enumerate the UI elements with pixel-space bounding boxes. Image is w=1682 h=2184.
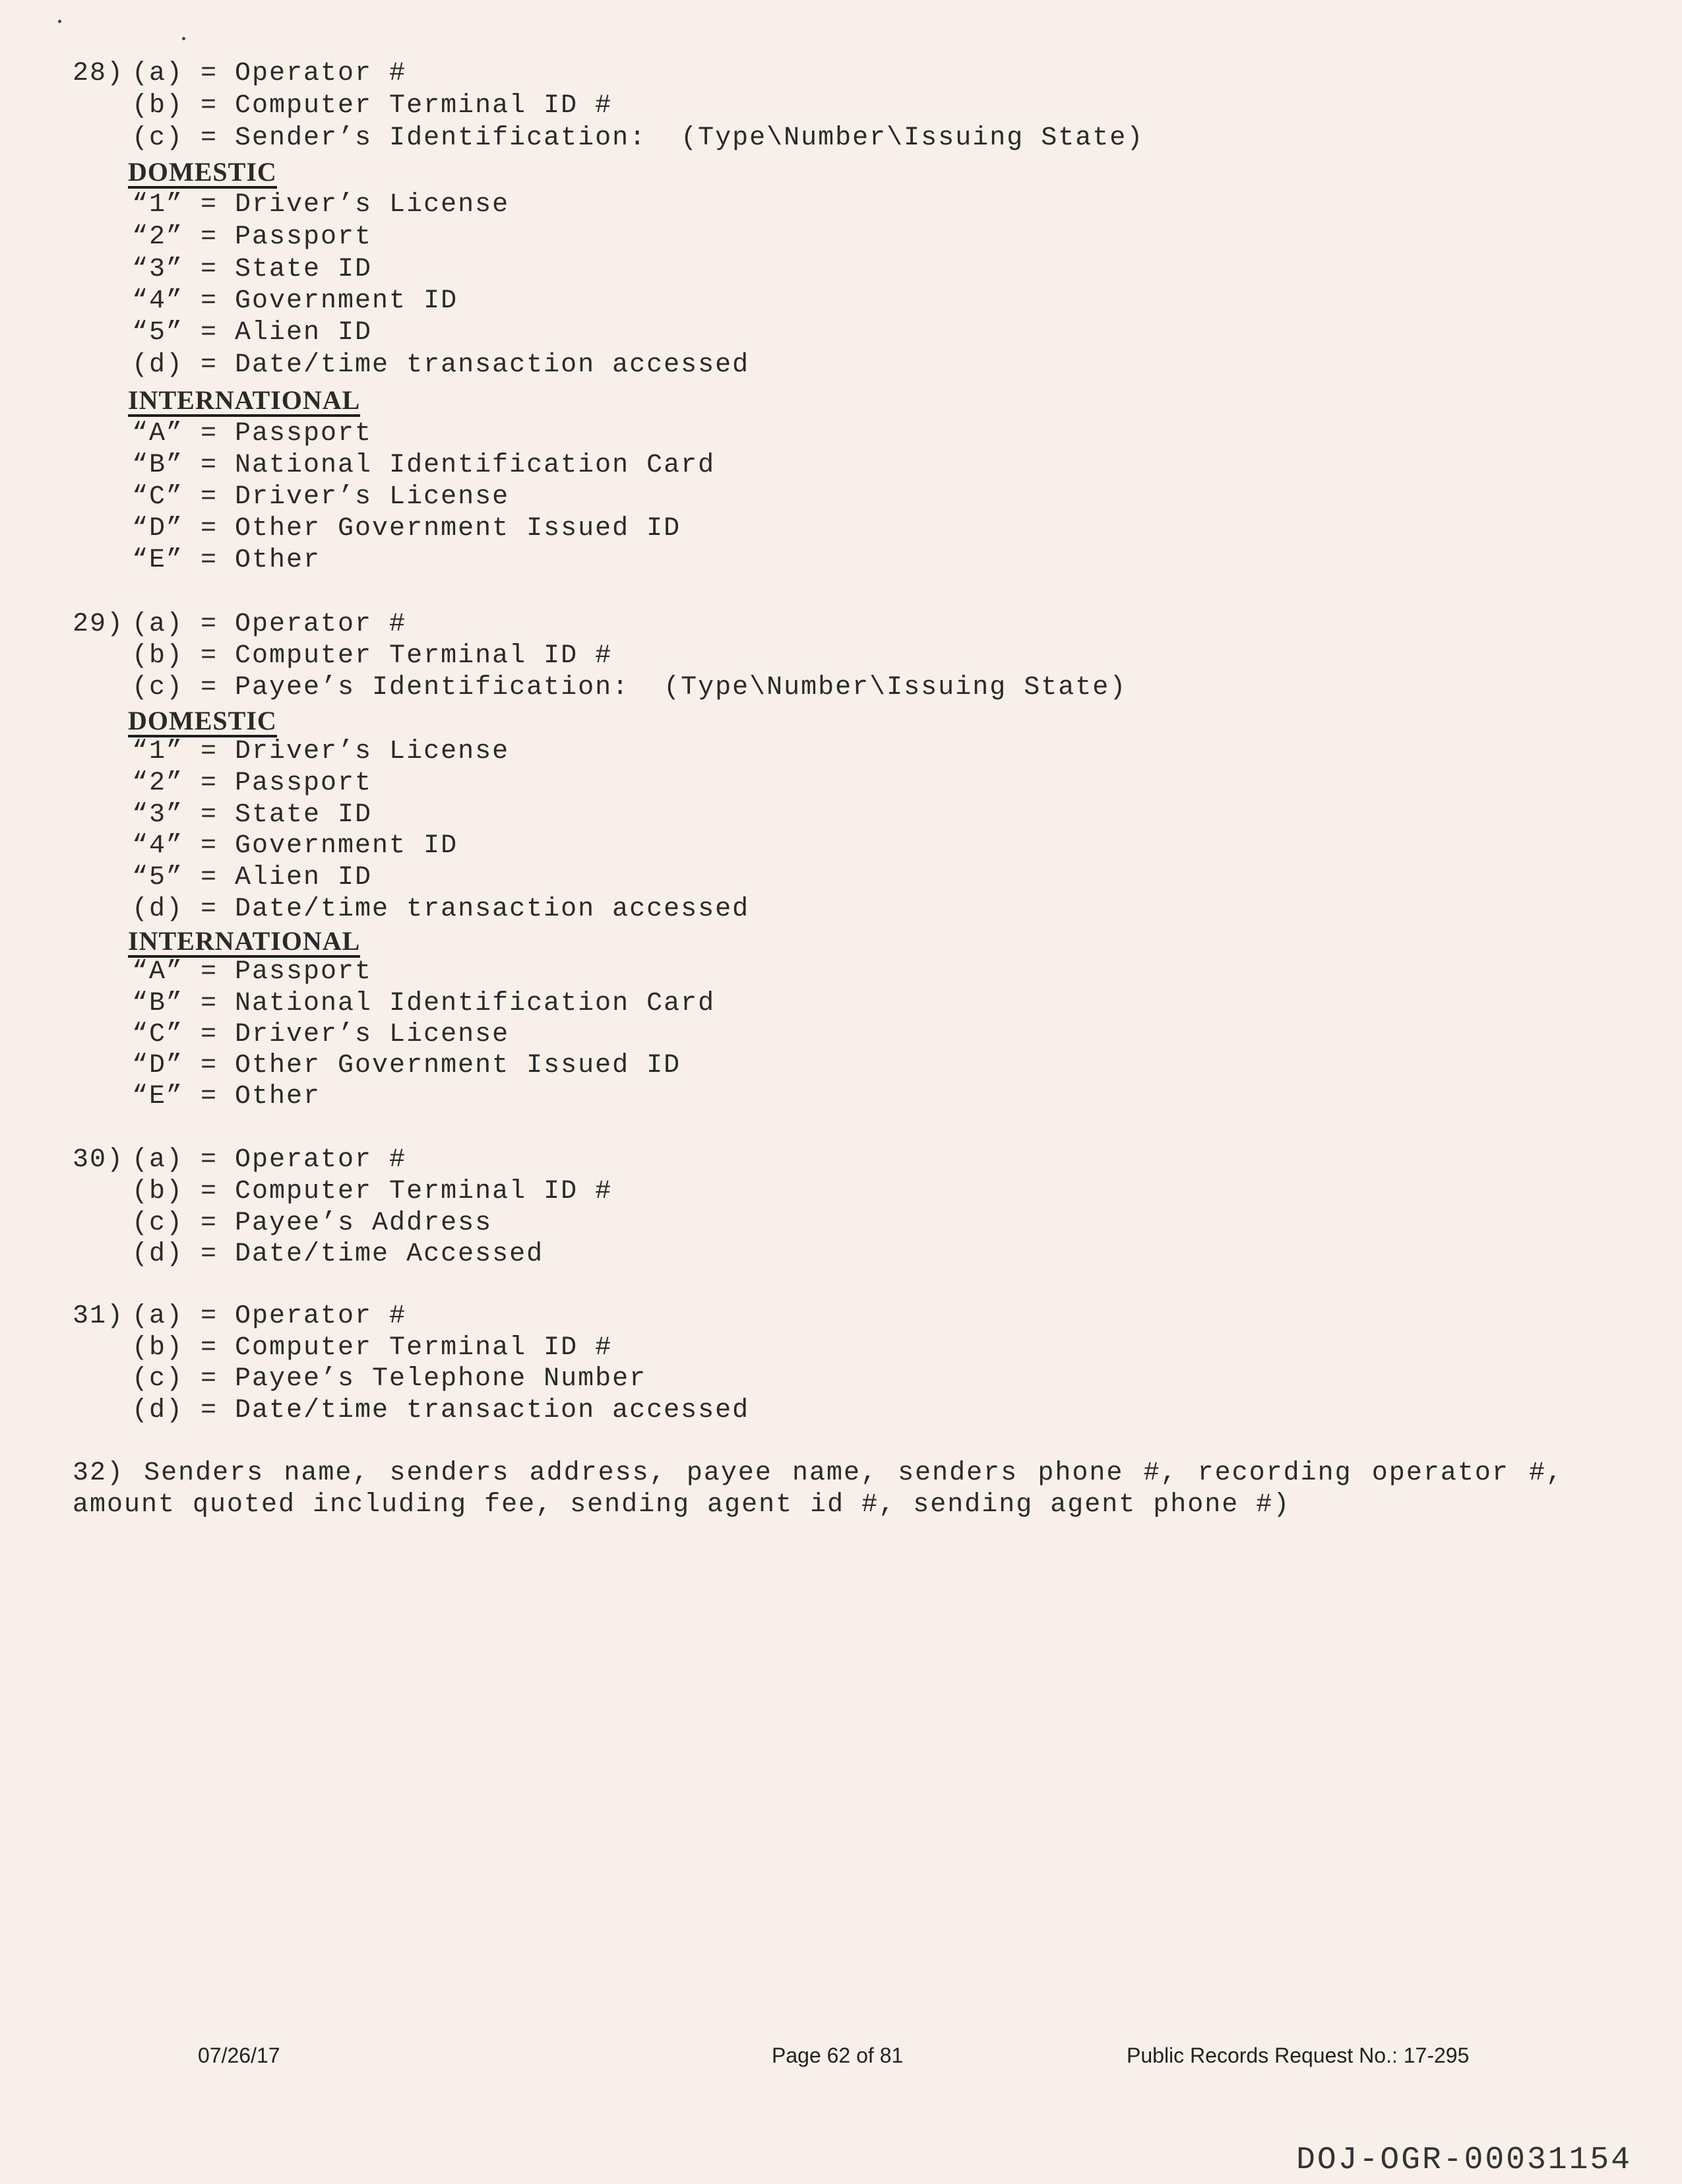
section-29-international-b: “B” = National Identification Card [132, 989, 716, 1018]
footer-date: 07/26/17 [198, 2044, 280, 2067]
section-29-international-c: “C” = Driver’s License [132, 1020, 510, 1049]
section-31-number: 31) [73, 1301, 125, 1331]
footer-request-number: Public Records Request No.: 17-295 [1127, 2044, 1470, 2067]
section-28-domestic-5: “5” = Alien ID [132, 318, 373, 348]
section-28-item-a: (a) = Operator # [132, 59, 407, 88]
section-29-international-a: “A” = Passport [132, 957, 373, 987]
scan-speck [182, 37, 185, 40]
footer-page-number: Page 62 of 81 [772, 2044, 904, 2067]
section-29-domestic-4: “4” = Government ID [132, 831, 458, 861]
section-28-number: 28) [73, 59, 125, 88]
section-29-domestic-3: “3” = State ID [132, 800, 373, 830]
section-30-item-b: (b) = Computer Terminal ID # [132, 1177, 613, 1206]
section-31-item-d: (d) = Date/time transaction accessed [132, 1396, 750, 1425]
section-29-item-a: (a) = Operator # [132, 609, 407, 639]
section-28-international-e: “E” = Other [132, 546, 321, 575]
section-30-item-a: (a) = Operator # [132, 1145, 407, 1175]
section-31-item-c: (c) = Payee’s Telephone Number [132, 1364, 647, 1394]
section-28-international-c: “C” = Driver’s License [132, 482, 510, 512]
section-30-number: 30) [73, 1145, 125, 1175]
section-28-domestic-2: “2” = Passport [132, 222, 373, 252]
section-29-domestic-1: “1” = Driver’s License [132, 737, 510, 766]
section-28-international-heading: INTERNATIONAL [128, 387, 360, 417]
section-28-international-a: “A” = Passport [132, 419, 373, 449]
section-29-international-heading: INTERNATIONAL [128, 927, 360, 958]
section-29-domestic-2: “2” = Passport [132, 768, 373, 798]
section-29-international-e: “E” = Other [132, 1082, 321, 1111]
section-29-item-b: (b) = Computer Terminal ID # [132, 641, 613, 671]
section-28-item-c: (c) = Sender’s Identification: (Type\Number\Issuing State) [132, 123, 1144, 153]
scan-speck [58, 20, 61, 23]
section-29-domestic-5: “5” = Alien ID [132, 863, 373, 892]
section-28-domestic-heading: DOMESTIC [128, 158, 277, 189]
section-28-item-d: (d) = Date/time transaction accessed [132, 350, 750, 380]
section-29-number: 29) [73, 609, 125, 639]
section-28-domestic-3: “3” = State ID [132, 255, 373, 284]
section-28-item-b: (b) = Computer Terminal ID # [132, 91, 613, 121]
section-31-item-a: (a) = Operator # [132, 1301, 407, 1331]
section-29-domestic-heading: DOMESTIC [128, 707, 277, 737]
section-28-domestic-1: “1” = Driver’s License [132, 190, 510, 220]
section-29-international-d: “D” = Other Government Issued ID [132, 1051, 681, 1080]
section-32-paragraph: 32) Senders name, senders address, payee name, senders phone #, recording operator #, amount quoted including fee, sending agent id #, sending agent phone #) [73, 1458, 1563, 1520]
section-30-item-d: (d) = Date/time Accessed [132, 1239, 544, 1269]
section-28-international-b: “B” = National Identification Card [132, 451, 716, 480]
section-28-international-d: “D” = Other Government Issued ID [132, 514, 681, 544]
section-31-item-b: (b) = Computer Terminal ID # [132, 1333, 613, 1363]
bates-number: DOJ-OGR-00031154 [1296, 2142, 1632, 2178]
section-30-item-c: (c) = Payee’s Address [132, 1208, 493, 1238]
section-29-item-d: (d) = Date/time transaction accessed [132, 894, 750, 924]
section-28-domestic-4: “4” = Government ID [132, 286, 458, 316]
section-29-item-c: (c) = Payee’s Identification: (Type\Number\Issuing State) [132, 673, 1127, 702]
